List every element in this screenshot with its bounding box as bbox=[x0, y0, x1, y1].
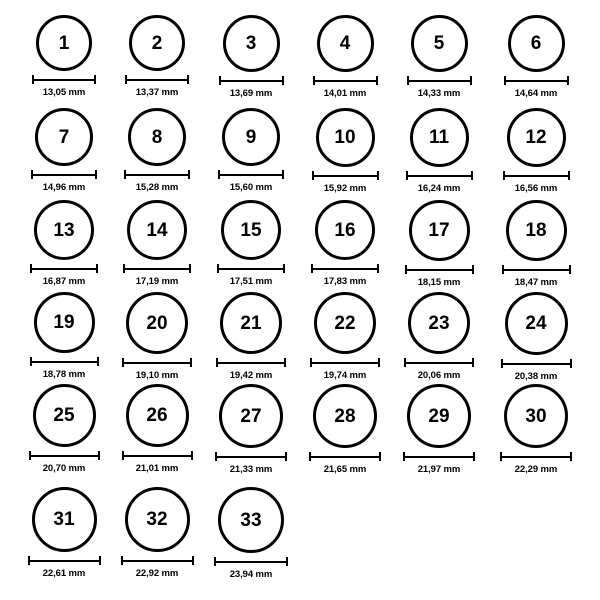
diameter-mm-label: 16,24 mm bbox=[417, 183, 461, 194]
ring-size-cell bbox=[300, 15, 390, 99]
ring-size-number: 28 bbox=[334, 405, 356, 427]
ring-size-cell bbox=[19, 384, 109, 474]
ring-size-cell bbox=[394, 200, 484, 288]
measure-tick-right bbox=[472, 265, 474, 274]
ring-size-number: 15 bbox=[240, 219, 262, 241]
diameter-measure-bar bbox=[124, 170, 190, 179]
diameter-mm-label: 22,92 mm bbox=[135, 568, 179, 579]
ring-size-cell bbox=[206, 487, 296, 580]
ring-circle bbox=[219, 384, 283, 448]
measure-line bbox=[310, 362, 380, 364]
measure-line bbox=[29, 455, 100, 457]
ring-circle bbox=[408, 292, 470, 354]
ring-size-cell bbox=[112, 384, 202, 474]
measure-line bbox=[215, 456, 287, 458]
ring-size-cell bbox=[19, 292, 109, 380]
ring-size-number: 21 bbox=[240, 312, 262, 334]
ring-circle bbox=[504, 384, 568, 448]
measure-line bbox=[216, 362, 286, 364]
measure-tick-right bbox=[282, 170, 284, 179]
measure-line bbox=[312, 175, 379, 177]
measure-line bbox=[503, 175, 570, 177]
diameter-measure-bar bbox=[219, 76, 284, 85]
measure-tick-right bbox=[569, 265, 571, 274]
ring-size-number: 4 bbox=[339, 33, 351, 54]
ring-circle bbox=[409, 200, 470, 261]
measure-tick-left bbox=[30, 357, 32, 366]
diameter-mm-label: 18,15 mm bbox=[417, 277, 461, 288]
diameter-mm-label: 21,01 mm bbox=[135, 463, 179, 474]
measure-tick-left bbox=[504, 76, 506, 85]
diameter-mm-label: 13,05 mm bbox=[42, 87, 86, 98]
diameter-measure-bar bbox=[404, 358, 474, 367]
ring-size-cell bbox=[300, 384, 390, 475]
measure-tick-right bbox=[378, 358, 380, 367]
measure-line bbox=[309, 456, 381, 458]
diameter-measure-bar bbox=[502, 265, 571, 274]
ring-circle bbox=[126, 384, 189, 447]
ring-circle bbox=[407, 384, 471, 448]
ring-circle bbox=[34, 200, 94, 260]
ring-size-number: 7 bbox=[58, 126, 70, 148]
ring-size-cell bbox=[112, 108, 202, 193]
ring-circle bbox=[125, 487, 190, 552]
measure-tick-left bbox=[29, 451, 31, 460]
ring-size-number: 23 bbox=[428, 312, 450, 334]
measure-tick-right bbox=[189, 264, 191, 273]
diameter-mm-label: 16,56 mm bbox=[514, 183, 558, 194]
measure-tick-left bbox=[313, 76, 315, 85]
diameter-measure-bar bbox=[309, 452, 381, 461]
diameter-measure-bar bbox=[29, 451, 100, 460]
measure-tick-left bbox=[123, 264, 125, 273]
ring-circle bbox=[507, 108, 566, 167]
diameter-mm-label: 21,97 mm bbox=[417, 464, 461, 475]
ring-circle bbox=[316, 108, 375, 167]
ring-size-cell bbox=[394, 384, 484, 475]
measure-tick-right bbox=[97, 357, 99, 366]
diameter-mm-label: 20,06 mm bbox=[417, 370, 461, 381]
ring-size-cell bbox=[19, 487, 109, 579]
diameter-measure-bar bbox=[216, 358, 286, 367]
ring-size-cell bbox=[19, 15, 109, 98]
ring-size-number: 16 bbox=[334, 219, 356, 241]
ring-size-number: 11 bbox=[428, 127, 450, 148]
ring-circle bbox=[314, 292, 376, 354]
ring-size-cell bbox=[206, 108, 296, 193]
ring-circle bbox=[220, 292, 282, 354]
diameter-measure-bar bbox=[215, 452, 287, 461]
ring-circle bbox=[411, 15, 468, 72]
ring-size-number: 1 bbox=[58, 32, 70, 54]
measure-tick-right bbox=[283, 264, 285, 273]
diameter-mm-label: 14,33 mm bbox=[417, 88, 461, 99]
measure-tick-right bbox=[285, 452, 287, 461]
measure-tick-left bbox=[501, 359, 503, 368]
diameter-measure-bar bbox=[122, 451, 193, 460]
measure-tick-left bbox=[32, 75, 34, 84]
ring-size-number: 2 bbox=[151, 32, 163, 54]
measure-tick-right bbox=[94, 75, 96, 84]
measure-tick-right bbox=[95, 170, 97, 179]
ring-size-cell bbox=[491, 15, 581, 99]
ring-circle bbox=[410, 108, 469, 167]
measure-line bbox=[123, 268, 191, 270]
diameter-measure-bar bbox=[121, 556, 194, 565]
measure-line bbox=[502, 269, 571, 271]
ring-size-number: 8 bbox=[151, 126, 163, 148]
ring-size-cell bbox=[112, 292, 202, 381]
ring-size-number: 9 bbox=[245, 126, 257, 148]
diameter-mm-label: 21,65 mm bbox=[323, 464, 367, 475]
measure-tick-left bbox=[406, 171, 408, 180]
ring-size-cell bbox=[300, 292, 390, 381]
measure-tick-left bbox=[121, 556, 123, 565]
diameter-measure-bar bbox=[30, 357, 99, 366]
diameter-mm-label: 22,61 mm bbox=[42, 568, 86, 579]
ring-circle bbox=[218, 487, 284, 553]
diameter-mm-label: 15,28 mm bbox=[135, 182, 179, 193]
measure-line bbox=[404, 362, 474, 364]
ring-size-number: 20 bbox=[146, 312, 168, 334]
diameter-mm-label: 14,01 mm bbox=[323, 88, 367, 99]
diameter-mm-label: 19,74 mm bbox=[323, 370, 367, 381]
diameter-measure-bar bbox=[122, 358, 192, 367]
diameter-mm-label: 21,33 mm bbox=[229, 464, 273, 475]
measure-line bbox=[311, 268, 379, 270]
diameter-mm-label: 18,78 mm bbox=[42, 369, 86, 380]
diameter-mm-label: 17,51 mm bbox=[229, 276, 273, 287]
measure-tick-right bbox=[191, 451, 193, 460]
measure-line bbox=[403, 456, 475, 458]
measure-tick-right bbox=[98, 451, 100, 460]
ring-circle bbox=[35, 108, 93, 166]
measure-tick-left bbox=[30, 264, 32, 273]
measure-line bbox=[28, 560, 101, 562]
measure-line bbox=[219, 80, 284, 82]
ring-size-cell bbox=[300, 200, 390, 287]
measure-tick-left bbox=[124, 170, 126, 179]
measure-tick-left bbox=[403, 452, 405, 461]
ring-size-number: 29 bbox=[428, 405, 450, 427]
diameter-measure-bar bbox=[405, 265, 474, 274]
measure-tick-right bbox=[190, 358, 192, 367]
measure-tick-right bbox=[377, 264, 379, 273]
diameter-mm-label: 14,64 mm bbox=[514, 88, 558, 99]
measure-line bbox=[406, 175, 473, 177]
diameter-mm-label: 20,70 mm bbox=[42, 463, 86, 474]
measure-tick-right bbox=[570, 452, 572, 461]
measure-line bbox=[30, 361, 99, 363]
measure-tick-left bbox=[219, 76, 221, 85]
diameter-measure-bar bbox=[501, 359, 572, 368]
measure-tick-right bbox=[567, 76, 569, 85]
diameter-mm-label: 17,19 mm bbox=[135, 276, 179, 287]
measure-tick-left bbox=[404, 358, 406, 367]
ring-size-cell bbox=[491, 108, 581, 194]
diameter-measure-bar bbox=[32, 75, 96, 84]
ring-size-cell bbox=[19, 108, 109, 193]
measure-tick-left bbox=[122, 451, 124, 460]
measure-tick-right bbox=[379, 452, 381, 461]
ring-size-cell bbox=[206, 200, 296, 287]
measure-line bbox=[121, 560, 194, 562]
measure-line bbox=[32, 79, 96, 81]
diameter-mm-label: 19,10 mm bbox=[135, 370, 179, 381]
measure-line bbox=[500, 456, 572, 458]
measure-line bbox=[405, 269, 474, 271]
ring-size-number: 14 bbox=[146, 219, 168, 241]
ring-size-cell bbox=[394, 108, 484, 194]
diameter-mm-label: 16,87 mm bbox=[42, 276, 86, 287]
ring-size-cell bbox=[112, 15, 202, 98]
diameter-measure-bar bbox=[30, 264, 98, 273]
ring-size-cell bbox=[491, 200, 581, 288]
measure-tick-left bbox=[500, 452, 502, 461]
diameter-measure-bar bbox=[311, 264, 379, 273]
diameter-measure-bar bbox=[310, 358, 380, 367]
ring-size-number: 32 bbox=[146, 509, 168, 530]
ring-circle bbox=[315, 200, 375, 260]
ring-circle bbox=[317, 15, 374, 72]
diameter-mm-label: 14,96 mm bbox=[42, 182, 86, 193]
measure-tick-right bbox=[284, 358, 286, 367]
measure-tick-right bbox=[96, 264, 98, 273]
ring-size-number: 30 bbox=[525, 405, 547, 427]
measure-tick-left bbox=[28, 556, 30, 565]
ring-circle bbox=[32, 487, 97, 552]
measure-tick-left bbox=[309, 452, 311, 461]
ring-circle bbox=[223, 15, 280, 72]
measure-tick-right bbox=[286, 557, 288, 566]
measure-tick-left bbox=[502, 265, 504, 274]
measure-tick-left bbox=[310, 358, 312, 367]
ring-size-cell bbox=[394, 292, 484, 381]
ring-size-cell bbox=[300, 108, 390, 194]
diameter-measure-bar bbox=[503, 171, 570, 180]
diameter-mm-label: 15,92 mm bbox=[323, 183, 367, 194]
ring-size-number: 3 bbox=[245, 33, 257, 54]
diameter-mm-label: 15,60 mm bbox=[229, 182, 273, 193]
ring-circle bbox=[126, 292, 188, 354]
measure-tick-right bbox=[192, 556, 194, 565]
measure-tick-left bbox=[217, 264, 219, 273]
ring-size-cell bbox=[491, 384, 581, 475]
measure-line bbox=[124, 174, 190, 176]
diameter-measure-bar bbox=[123, 264, 191, 273]
measure-tick-left bbox=[218, 170, 220, 179]
ring-size-cell bbox=[394, 15, 484, 99]
measure-line bbox=[125, 79, 189, 81]
measure-tick-left bbox=[312, 171, 314, 180]
ring-size-number: 13 bbox=[53, 219, 75, 241]
ring-size-number: 12 bbox=[525, 127, 547, 148]
ring-circle bbox=[222, 108, 280, 166]
measure-tick-right bbox=[470, 76, 472, 85]
measure-tick-right bbox=[376, 76, 378, 85]
ring-size-number: 17 bbox=[428, 220, 450, 241]
ring-size-number: 26 bbox=[146, 405, 168, 426]
measure-line bbox=[31, 174, 97, 176]
ring-circle bbox=[506, 200, 567, 261]
ring-size-cell bbox=[112, 200, 202, 287]
diameter-mm-label: 13,37 mm bbox=[135, 87, 179, 98]
diameter-measure-bar bbox=[407, 76, 472, 85]
ring-circle bbox=[313, 384, 377, 448]
measure-line bbox=[214, 561, 288, 563]
ring-circle bbox=[33, 384, 96, 447]
measure-tick-left bbox=[407, 76, 409, 85]
measure-tick-left bbox=[31, 170, 33, 179]
ring-size-number: 31 bbox=[53, 509, 75, 530]
measure-tick-left bbox=[216, 358, 218, 367]
measure-line bbox=[217, 268, 285, 270]
measure-line bbox=[504, 80, 569, 82]
ring-circle bbox=[508, 15, 565, 72]
ring-size-number: 22 bbox=[334, 312, 356, 334]
diameter-measure-bar bbox=[406, 171, 473, 180]
ring-size-number: 18 bbox=[525, 220, 547, 241]
ring-size-number: 25 bbox=[53, 405, 75, 426]
measure-tick-left bbox=[122, 358, 124, 367]
measure-tick-left bbox=[405, 265, 407, 274]
ring-circle bbox=[128, 108, 186, 166]
ring-size-number: 24 bbox=[525, 313, 547, 334]
measure-tick-right bbox=[570, 359, 572, 368]
measure-tick-right bbox=[568, 171, 570, 180]
diameter-measure-bar bbox=[28, 556, 101, 565]
ring-size-number: 10 bbox=[334, 127, 356, 148]
diameter-measure-bar bbox=[125, 75, 189, 84]
measure-line bbox=[122, 455, 193, 457]
diameter-measure-bar bbox=[504, 76, 569, 85]
diameter-measure-bar bbox=[403, 452, 475, 461]
measure-tick-right bbox=[471, 171, 473, 180]
diameter-mm-label: 13,69 mm bbox=[229, 88, 273, 99]
measure-tick-left bbox=[503, 171, 505, 180]
ring-circle bbox=[129, 15, 185, 71]
diameter-measure-bar bbox=[218, 170, 284, 179]
diameter-mm-label: 20,38 mm bbox=[514, 371, 558, 382]
measure-line bbox=[218, 174, 284, 176]
diameter-measure-bar bbox=[500, 452, 572, 461]
ring-size-cell bbox=[491, 292, 581, 382]
ring-size-cell bbox=[206, 15, 296, 99]
ring-circle bbox=[36, 15, 92, 71]
diameter-measure-bar bbox=[217, 264, 285, 273]
measure-tick-right bbox=[187, 75, 189, 84]
ring-size-number: 33 bbox=[240, 509, 262, 531]
diameter-measure-bar bbox=[312, 171, 379, 180]
ring-circle bbox=[34, 292, 95, 353]
diameter-mm-label: 22,29 mm bbox=[514, 464, 558, 475]
measure-tick-left bbox=[215, 452, 217, 461]
ring-circle bbox=[505, 292, 568, 355]
ring-size-cell bbox=[206, 384, 296, 475]
diameter-mm-label: 23,94 mm bbox=[229, 569, 273, 580]
ring-size-cell bbox=[206, 292, 296, 381]
measure-tick-right bbox=[99, 556, 101, 565]
measure-tick-right bbox=[188, 170, 190, 179]
measure-line bbox=[407, 80, 472, 82]
measure-tick-left bbox=[214, 557, 216, 566]
diameter-mm-label: 17,83 mm bbox=[323, 276, 367, 287]
measure-tick-right bbox=[473, 452, 475, 461]
measure-tick-left bbox=[125, 75, 127, 84]
ring-circle bbox=[127, 200, 187, 260]
diameter-mm-label: 19,42 mm bbox=[229, 370, 273, 381]
ring-size-number: 6 bbox=[530, 33, 542, 54]
measure-line bbox=[122, 362, 192, 364]
measure-tick-left bbox=[311, 264, 313, 273]
ring-size-number: 5 bbox=[433, 33, 445, 54]
measure-line bbox=[313, 80, 378, 82]
diameter-measure-bar bbox=[214, 557, 288, 566]
ring-size-number: 19 bbox=[53, 312, 75, 333]
ring-size-number: 27 bbox=[240, 405, 262, 427]
measure-tick-right bbox=[282, 76, 284, 85]
diameter-measure-bar bbox=[31, 170, 97, 179]
ring-circle bbox=[221, 200, 281, 260]
ring-size-cell bbox=[112, 487, 202, 579]
measure-line bbox=[501, 363, 572, 365]
measure-line bbox=[30, 268, 98, 270]
diameter-mm-label: 18,47 mm bbox=[514, 277, 558, 288]
measure-tick-right bbox=[377, 171, 379, 180]
ring-size-cell bbox=[19, 200, 109, 287]
diameter-measure-bar bbox=[313, 76, 378, 85]
measure-tick-right bbox=[472, 358, 474, 367]
